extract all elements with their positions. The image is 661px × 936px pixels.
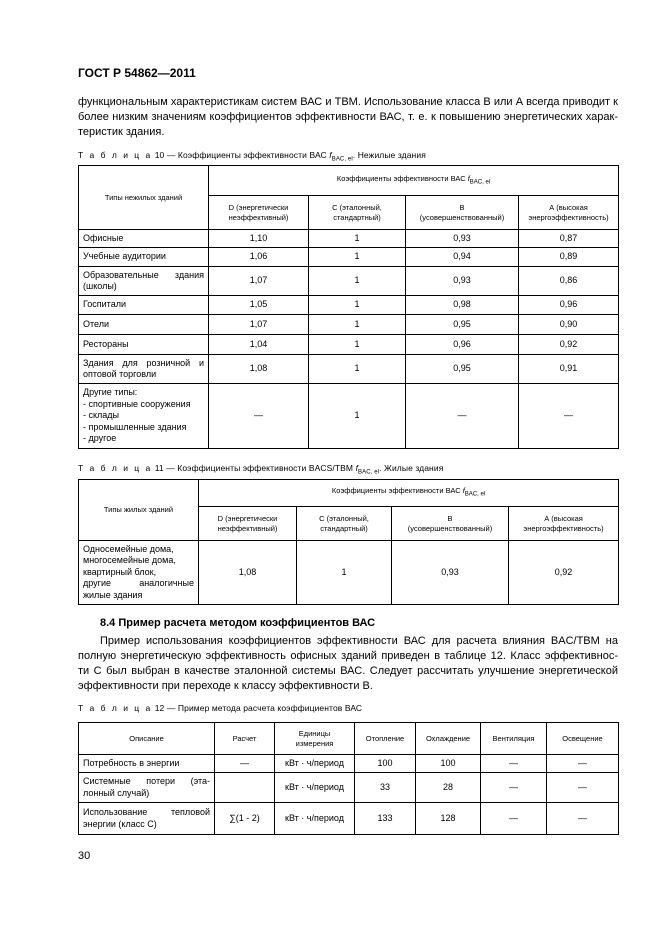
table11-col-type-header: Типы жилых зданий: [79, 480, 199, 541]
class-header: В (усовершенствованный): [406, 196, 519, 230]
table-row: Системные потери (эта- лонный случай) кВт · ч/период 33 28 — —: [79, 773, 619, 803]
intro-line: более низким значениям коэффициентов эффективности ВАС, т. е. к повышению энергетических харак-: [78, 111, 618, 123]
table-row: Здания для розничной и оптовой торговли 1,08 1 0,95 0,91: [79, 355, 619, 384]
table-row: Использование тепловой энергии (класс С) ∑(1 - 2) кВт · ч/период 133 128 — —: [79, 803, 619, 835]
table12: [78, 722, 619, 835]
table-row: Другие типы: - спортивные сооружения - склады - промышленные здания - другое — 1 — —: [79, 384, 619, 449]
intro-line: теристик здания.: [78, 126, 165, 138]
section-heading: 8.4 Пример расчета методом коэффициентов ВАС: [100, 617, 376, 629]
table11-group-header: Коэффициенты эффективности ВАС $f_{BAC, el}$: [199, 480, 619, 507]
table-row: Госпитали 1,05 1 0,98 0,96: [79, 296, 619, 315]
page-header: ГОСТ Р 54862—2011: [78, 66, 196, 80]
sum-formula: ∑(1 - 2): [215, 803, 275, 835]
table-row: Рестораны 1,04 1 0,96 0,92: [79, 335, 619, 355]
example-line: эффективности при переходе к классу эффективности В.: [78, 680, 373, 692]
class-header: D (энергетически неэффективный): [199, 507, 297, 541]
table-row: Потребность в энергии — кВт · ч/период 100 100 — —: [79, 755, 619, 773]
class-header: А (высокая энергоэффективность): [509, 507, 619, 541]
table11: [78, 479, 619, 605]
class-header: А (высокая энергоэффективность): [519, 196, 619, 230]
table10-group-header: Коэффициенты эффективности ВАС $f_{BAC, el}$: [209, 166, 619, 196]
example-line: Пример использования коэффициентов эффективности ВАС для расчета влияния BAC/TBM на: [100, 635, 618, 647]
table-row: Учебные аудитории 1,06 1 0,94 0,89: [79, 248, 619, 267]
intro-line: функциональным характеристикам систем ВАС и ТВМ. Использование класса В или А всегда приводит к: [78, 96, 618, 108]
table12-header-row: Описание Расчет Единицы измерения Отопление Охлаждение Вентиляция Освещение: [79, 723, 619, 755]
class-header: С (эталонный, стандартный): [297, 507, 392, 541]
table11-caption: Т а б л и ц а 11 — Коэффициенты эффективности BACS/TBM $f_{BAC, el}$. Жилые здания: [78, 463, 444, 476]
example-line: полную энергетическую эффективность офисных зданий приведен в таблице 12. Класс эффективнос-: [78, 650, 618, 662]
table10-caption: Т а б л и ц а 10 — Коэффициенты эффективности ВАС $f_{BAC, el}$. Нежилые здания: [78, 150, 426, 163]
example-paragraph: [78, 634, 618, 694]
table-row: Односемейные дома, многосемейные дома, квартирный блок, другие аналогичные жилые здания 1,08 1 0,93 0,92: [79, 541, 619, 605]
page-number: 30: [78, 850, 91, 862]
class-header: С (эталонный, стандартный): [309, 196, 406, 230]
table10: [78, 165, 619, 449]
table12-caption: Т а б л и ц а 12 — Пример метода расчета коэффициентов ВАС: [78, 703, 363, 713]
example-line: ти С был выбран в качестве эталонной системы ВАС. Следует рассчитать улучшение энергетической: [78, 665, 618, 677]
table-row: Образовательные здания (школы) 1,07 1 0,93 0,86: [79, 267, 619, 296]
intro-paragraph: [78, 95, 618, 140]
class-header: D (энергетически неэффективный): [209, 196, 309, 230]
table-row: Отели 1,07 1 0,95 0,90: [79, 315, 619, 335]
table-row: Офисные 1,10 1 0,93 0,87: [79, 230, 619, 248]
class-header: В (усовершенствованный): [392, 507, 509, 541]
table10-col-type-header: Типы нежилых зданий: [79, 166, 209, 230]
